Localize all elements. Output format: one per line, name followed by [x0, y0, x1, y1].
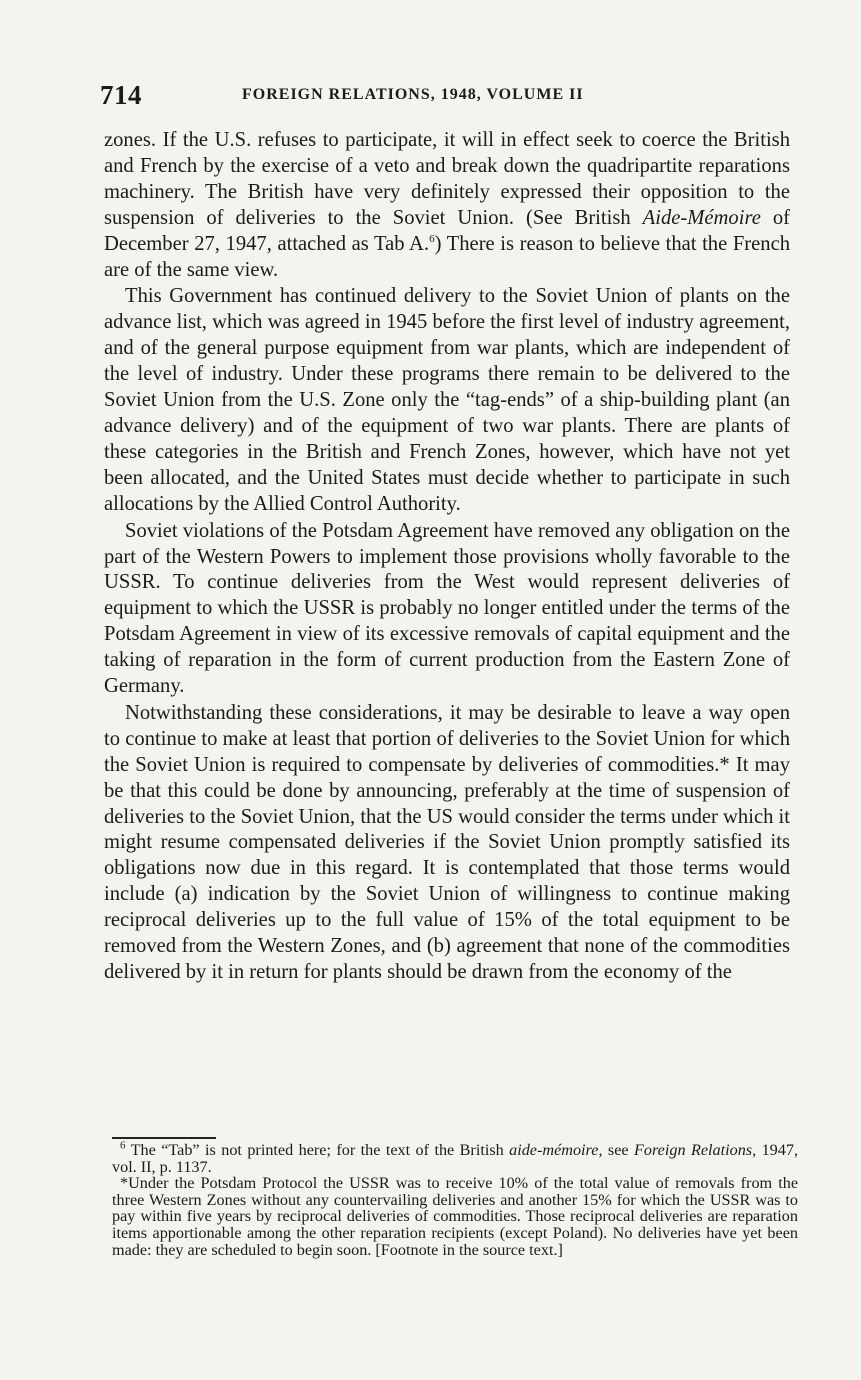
footnote-6-text-a: The “Tab” is not printed here; for the text of the British: [125, 1141, 510, 1159]
paragraph-3: Soviet violations of the Potsdam Agreement have removed any obligation on the part of the Western Powers to implement those provisions wholly favorable to the USSR. To continue deliveries from the West would represent deliveries of equipment to which the USSR is probably no longer entitled under the terms of the Potsdam Agreement in view of its excessive removals of capital equipment and the taking of reparation in the form of current production from the Eastern Zone of Germany.: [104, 519, 790, 698]
footnote-6-italic-foreign-relations: Foreign Relations: [633, 1141, 753, 1159]
footnote-6-italic-aide-memoire: aide-mémoire: [509, 1141, 599, 1159]
paragraph-1-end: ) There is reason to believe that the French are of the same view.: [104, 232, 791, 281]
footnote-divider: [112, 1137, 216, 1139]
footnote-ref-6: 6: [429, 232, 435, 245]
footnote-star: *Under the Potsdam Protocol the USSR was to receive 10% of the total value of removals from the three Western Zones without any countervailing deliveries and another 15% for which the USSR was to pay within five years by reciprocal deliveries of commodities. Those reciprocal deliveries are reparation items apportionable among the other reparation recipients (except Poland). No deliveries have yet been made: they are scheduled to begin soon. [Footnote in the source text.]: [112, 1174, 798, 1259]
paragraph-1-mid: of December 27, 1947, attached as Tab A.: [104, 206, 790, 255]
page-number: 714: [100, 80, 142, 110]
paragraph-1-text: zones. If the U.S. refuses to participate, it will in effect seek to coerce the British and French by the exercise of a veto and break down the quadripartite reparations machinery. The British have very definitely expressed their opposition to the suspension of deliveries to the Soviet Union. (See British: [104, 129, 790, 229]
paragraph-1: [104, 128, 790, 283]
footnote-6-text-c: , 1947, vol. II, p. 1137.: [112, 1141, 798, 1176]
paragraph-4: Notwithstanding these considerations, it may be desirable to leave a way open to continue to make at least that portion of deliveries to the Soviet Union for which the Soviet Union is required to compensate by deliveries of commodities.* It may be that this could be done by announcing, preferably at the time of suspension of deliveries to the Soviet Union, that the US would consider the terms under which it might resume compensated deliveries if the Soviet Union promptly satisfied its obligations now due in this regard. It is contemplated that those terms would include (a) indication by the Soviet Union of willingness to continue making reciprocal deliveries up to the full value of 15% of the total equipment to be removed from the Western Zones, and (b) agreement that none of the commodities delivered by it in return for plants should be drawn from the economy of the: [104, 701, 790, 983]
footnotes: [112, 1139, 798, 1259]
body-text: [104, 128, 790, 986]
running-head: FOREIGN RELATIONS, 1948, VOLUME II: [242, 86, 584, 103]
aide-memoire-title: Aide-Mémoire: [642, 206, 761, 229]
paragraph-2: This Government has continued delivery to the Soviet Union of plants on the advance list, which was agreed in 1945 before the first level of industry agreement, and of the general purpose equipment from war plants, which are independent of the level of industry. Under these programs there remain to be delivered to the Soviet Union from the U.S. Zone only the “tag-ends” of a ship-building plant (an advance delivery) and of the equipment of two war plants. There are plants of these categories in the British and French Zones, however, which have not yet been allocated, and the United States must decide whether to participate in such allocations by the Allied Control Authority.: [104, 285, 790, 515]
footnote-6: [112, 1139, 798, 1176]
footnote-6-text-b: , see: [598, 1141, 634, 1159]
page-header: [100, 80, 800, 114]
footnote-6-mark: 6: [120, 1139, 126, 1152]
